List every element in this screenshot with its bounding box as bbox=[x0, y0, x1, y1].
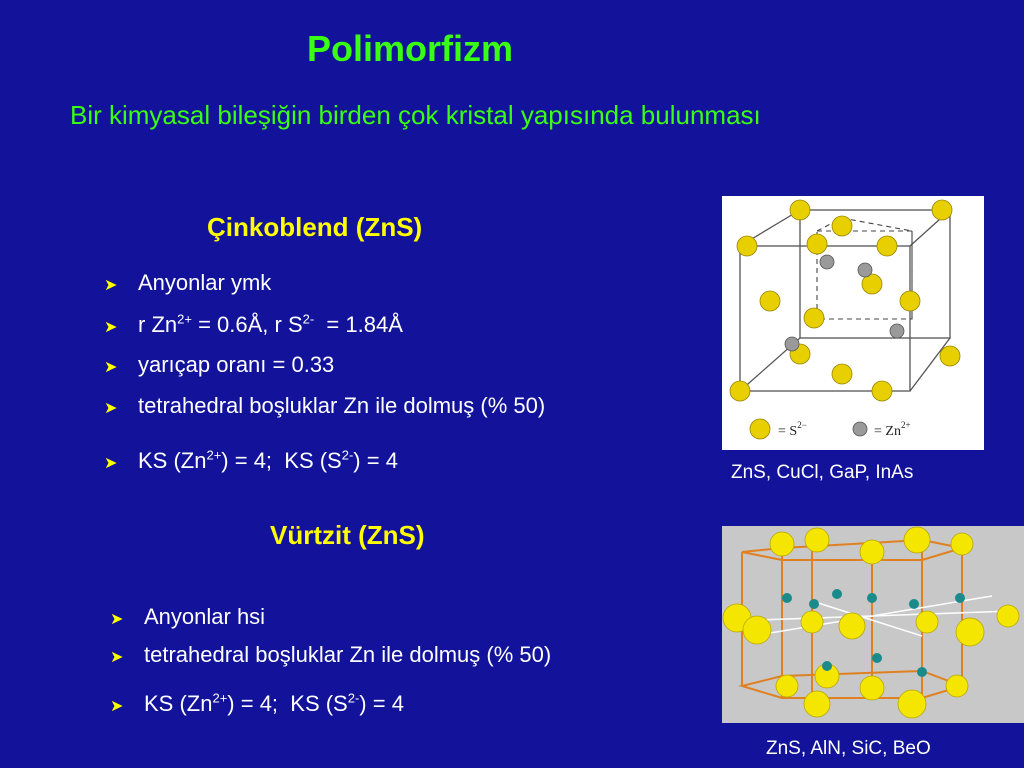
bullet-text: yarıçap oranı = 0.33 bbox=[138, 352, 335, 377]
wurtzite-bullet-1 bbox=[110, 604, 265, 630]
zincblende-structure-figure bbox=[722, 196, 984, 450]
wurtzite-bullet-2 bbox=[110, 642, 551, 668]
zincblende-bullet-5 bbox=[104, 448, 398, 474]
bullet-text: KS $(Zn^{2+}) = 4$; KS $(S^{2-}) = 4$ bbox=[144, 690, 404, 716]
sulfur-legend-icon bbox=[750, 419, 770, 439]
wurtzite-bullet-3 bbox=[110, 691, 404, 717]
arrow-bullet-icon: ➤ bbox=[104, 455, 118, 472]
slide-title: Polimorfizm bbox=[307, 28, 514, 69]
bullet-text: Anyonlar ymk bbox=[138, 270, 272, 295]
bullet-text: r $Zn^{2+}$ = 0.6Å, r $S^{2-}$ = 1.84Å bbox=[138, 311, 403, 337]
bullet-text: KS $(Zn^{2+}) = 4$; KS $(S^{2-}) = 4$ bbox=[138, 447, 398, 473]
arrow-bullet-icon: ➤ bbox=[110, 698, 124, 715]
zinc-legend-icon bbox=[853, 422, 867, 436]
zincblende-bullet-3 bbox=[104, 352, 334, 378]
zincblende-caption: ZnS, CuCl, GaP, InAs bbox=[731, 462, 914, 483]
bullet-text: tetrahedral boşluklar Zn ile dolmuş (% 50) bbox=[138, 393, 546, 418]
zincblende-bullet-2 bbox=[104, 312, 403, 338]
wurtzite-structure-figure bbox=[722, 526, 1024, 723]
arrow-bullet-icon: ➤ bbox=[104, 277, 118, 294]
arrow-bullet-icon: ➤ bbox=[104, 319, 118, 336]
zincblende-unit-cell bbox=[722, 196, 984, 450]
zincblende-bullet-1 bbox=[104, 270, 271, 296]
bullet-text: Anyonlar hsi bbox=[144, 604, 266, 629]
zinc-legend-label: = $Zn^{2+}$ bbox=[874, 420, 911, 439]
wurtzite-caption: ZnS, AlN, SiC, BeO bbox=[766, 738, 931, 759]
arrow-bullet-icon: ➤ bbox=[110, 611, 124, 628]
sulfur-legend-label: = $S^{2-}$ bbox=[778, 420, 807, 439]
zincblende-bullet-4 bbox=[104, 393, 545, 419]
arrow-bullet-icon: ➤ bbox=[104, 359, 118, 376]
slide-subtitle: Bir kimyasal bileşiğin birden çok kristal yapısında bulunması bbox=[70, 100, 761, 130]
arrow-bullet-icon: ➤ bbox=[110, 649, 124, 666]
wurtzite-heading: Vürtzit (ZnS) bbox=[270, 520, 425, 550]
arrow-bullet-icon: ➤ bbox=[104, 400, 118, 417]
zincblende-heading: Çinkoblend (ZnS) bbox=[207, 212, 423, 242]
bullet-text: tetrahedral boşluklar Zn ile dolmuş (% 50) bbox=[144, 642, 552, 667]
wurtzite-lattice bbox=[722, 526, 1024, 723]
